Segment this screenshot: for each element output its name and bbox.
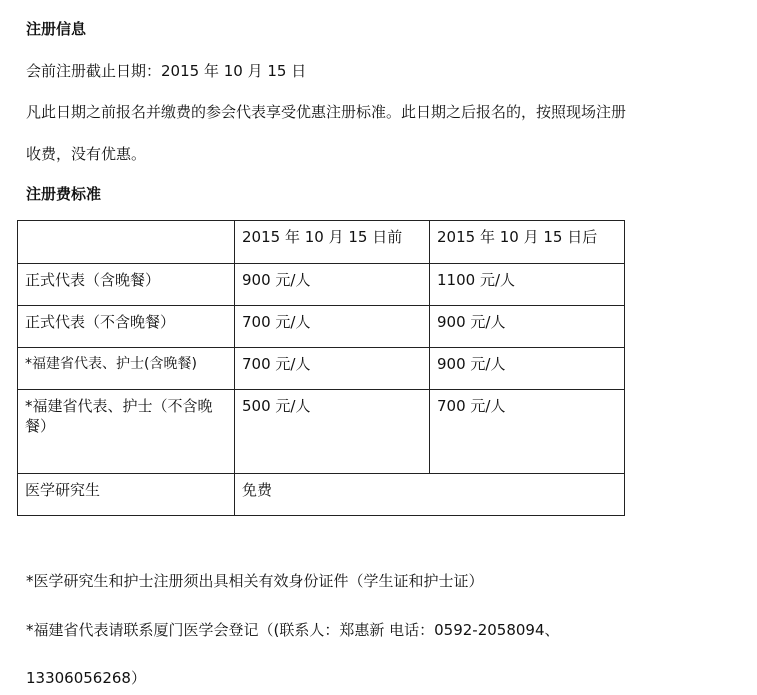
table-header-cell (18, 221, 235, 264)
table-row (18, 390, 625, 474)
table-cell: 900 元/人 (235, 264, 430, 306)
table-cell: 700 元/人 (235, 348, 430, 390)
table-cell: *福建省代表、护士(含晚餐) (18, 348, 235, 390)
table-header-row (18, 221, 625, 264)
table-cell: 900 元/人 (430, 348, 625, 390)
policy-text-line1: 凡此日期之前报名并缴费的参会代表享受优惠注册标准。此日期之后报名的，按照现场注册 (26, 103, 627, 121)
table-cell: 正式代表（含晚餐） (18, 264, 235, 306)
table-header-cell: 2015 年 10 月 15 日前 (235, 221, 430, 264)
fee-table (17, 220, 625, 516)
table-cell: 1100 元/人 (430, 264, 625, 306)
table-cell: 正式代表（不含晚餐） (18, 306, 235, 348)
table-cell: 免费 (235, 474, 625, 516)
table-row (18, 474, 625, 516)
note-fujian-line1: *福建省代表请联系厦门医学会登记（(联系人：郑惠新 电话：0592-2058094、 (26, 621, 560, 639)
table-cell: 900 元/人 (430, 306, 625, 348)
table-cell: *福建省代表、护士（不含晚餐） (18, 390, 235, 474)
note-student-nurse: *医学研究生和护士注册须出具相关有效身份证件（学生证和护士证） (26, 572, 484, 590)
table-cell: 700 元/人 (235, 306, 430, 348)
table-row (18, 306, 625, 348)
deadline-text: 会前注册截止日期：2015 年 10 月 15 日 (26, 62, 307, 80)
table-row (18, 348, 625, 390)
note-fujian-line2: 13306056268） (26, 669, 146, 687)
table-row (18, 264, 625, 306)
table-cell: 500 元/人 (235, 390, 430, 474)
section-heading-fees: 注册费标准 (26, 185, 102, 203)
table-cell: 医学研究生 (18, 474, 235, 516)
table-header-cell: 2015 年 10 月 15 日后 (430, 221, 625, 264)
policy-text-line2: 收费，没有优惠。 (26, 145, 147, 163)
table-cell: 700 元/人 (430, 390, 625, 474)
section-heading-registration: 注册信息 (26, 20, 87, 38)
